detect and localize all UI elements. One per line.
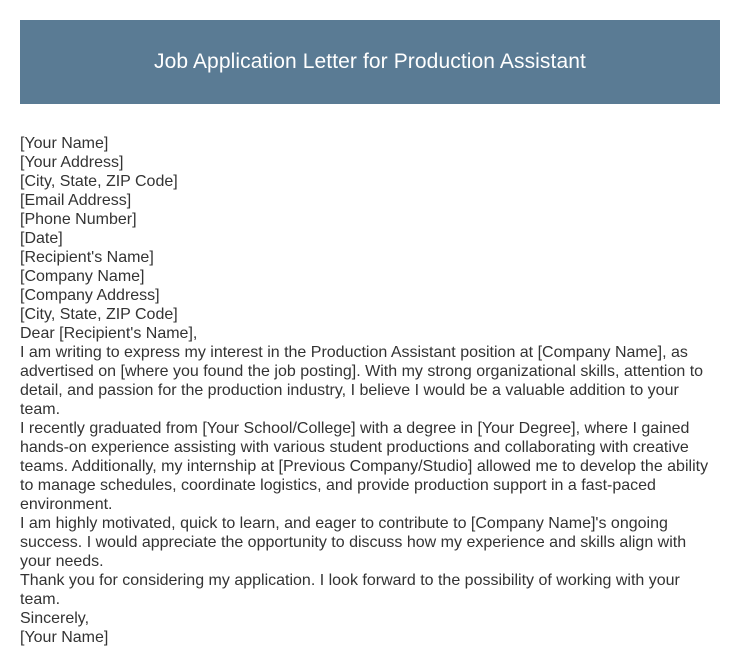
letter-body — [20, 134, 720, 647]
sender-email: [Email Address] — [20, 192, 132, 209]
sender-phone: [Phone Number] — [20, 211, 137, 228]
letter-paragraph: I am writing to express my interest in the Production Assistant position at [Company Name], as advertised on [where you found the job posting]. With my strong organizational skills, attention to detail, and passion for the production industry, I believe I would be a valuable addition to your team. — [20, 344, 704, 418]
recipient-company-address: [Company Address] — [20, 287, 160, 304]
recipient-name: [Recipient's Name] — [20, 249, 154, 266]
recipient-city-state-zip: [City, State, ZIP Code] — [20, 306, 178, 323]
sender-address: [Your Address] — [20, 154, 124, 171]
closing: Sincerely, — [20, 610, 90, 627]
letter-paragraph: Thank you for considering my application. I look forward to the possibility of working with your team. — [20, 572, 680, 608]
sender-block — [20, 134, 720, 248]
sender-city-state-zip: [City, State, ZIP Code] — [20, 173, 178, 190]
salutation: Dear [Recipient's Name], — [20, 325, 198, 342]
page-title: Job Application Letter for Production Assistant — [154, 50, 586, 73]
recipient-block — [20, 248, 720, 324]
letter-paragraph: I am highly motivated, quick to learn, and eager to contribute to [Company Name]'s ongoing success. I would appreciate the opportunity to discuss how my experience and skills align with your needs. — [20, 515, 687, 570]
page-header — [20, 20, 720, 104]
letter-paragraph: I recently graduated from [Your School/College] with a degree in [Your Degree], where I gained hands-on experience assisting with various student productions and collaborating with creative teams. Additionally, my internship at [Previous Company/Studio] allowed me to develop the ability to manage schedules, coordinate logistics, and provide production support in a fast-paced environment. — [20, 420, 709, 513]
sender-name: [Your Name] — [20, 135, 109, 152]
letter-date: [Date] — [20, 230, 63, 247]
signature: [Your Name] — [20, 629, 109, 646]
recipient-company: [Company Name] — [20, 268, 145, 285]
